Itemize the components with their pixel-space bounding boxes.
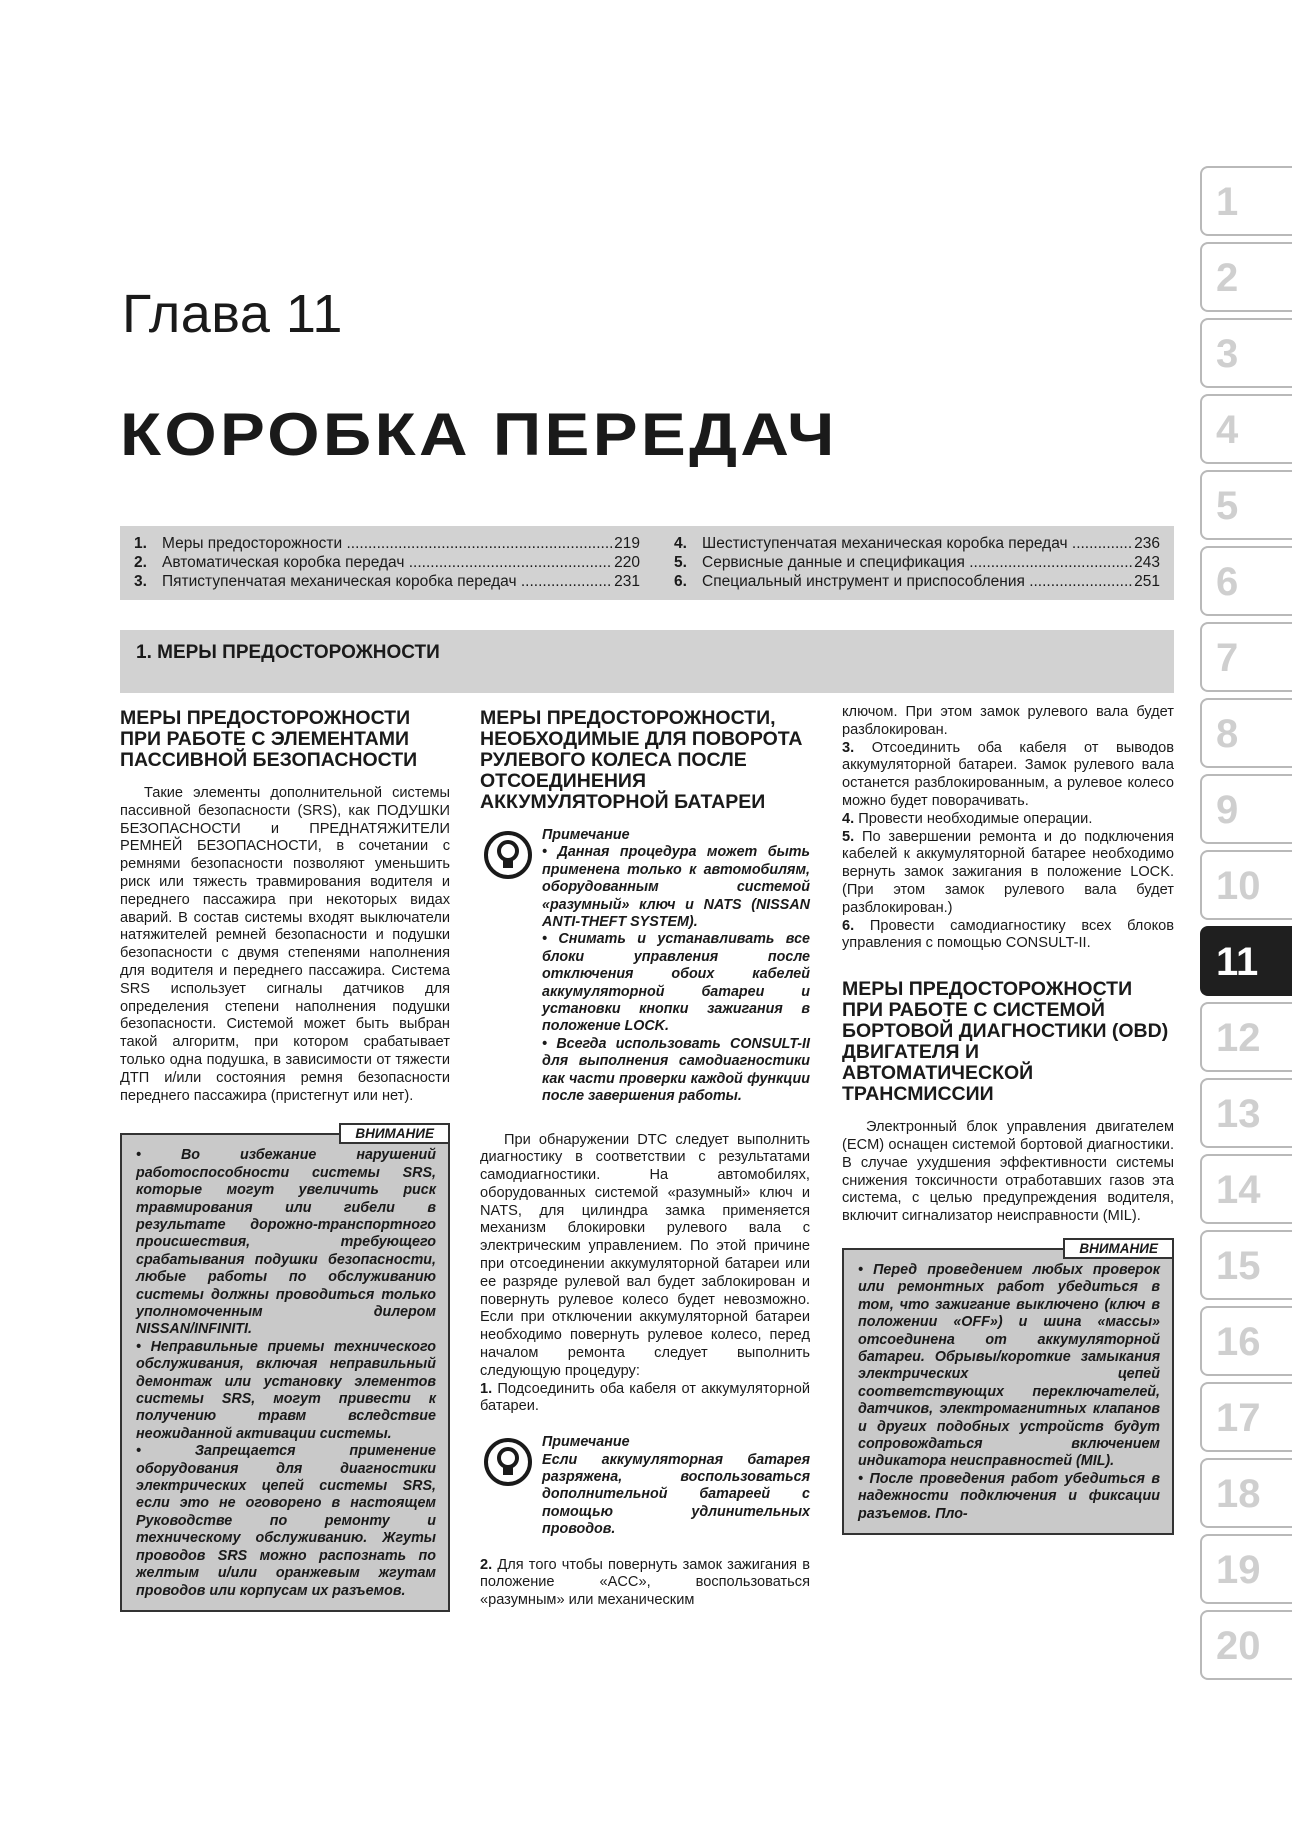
chapter-tab-label: 11 xyxy=(1216,940,1259,984)
chapter-tab-label: 13 xyxy=(1216,1092,1261,1136)
chapter-tab-16[interactable] xyxy=(1200,1306,1292,1376)
col3-step: 4. Провести необходимые операции. xyxy=(842,810,1093,827)
toc-entry[interactable]: 6. Специальный инструмент и приспособления ..... 251 xyxy=(660,572,1160,591)
column-1 xyxy=(120,708,450,1612)
chapter-tab-6[interactable] xyxy=(1200,546,1292,616)
col3-warning-box xyxy=(842,1240,1174,1535)
toc-entry[interactable]: 2. Автоматическая коробка передач ..... 220 xyxy=(120,553,640,572)
chapter-tab-label: 19 xyxy=(1216,1548,1261,1592)
note-item: Если аккумуляторная батарея разряжена, воспользоваться дополнительной батареей с помощью удлинительных проводов. xyxy=(542,1451,810,1538)
chapter-tab-label: 9 xyxy=(1216,788,1239,832)
warning-item: • Перед проведением любых проверок или ремонтных работ убедиться в том, что зажигание выключено (ключ в положении «OFF») и шина «массы» отсоединена от аккумуляторной батареи. Обрывы/короткие замыкания электрических цепей соответствующих переключателей, датчиков, электромагнитных клапанов и других подобных устройств будут сопровождаться включением индикатора неисправностей (MIL). xyxy=(858,1261,1160,1470)
note-item: • Всегда использовать CONSULT-II для выполнения самодиагностики как части проверки каждой функции после завершения работы. xyxy=(542,1035,810,1105)
chapter-tab-8[interactable] xyxy=(1200,698,1292,768)
chapter-tab-7[interactable] xyxy=(1200,622,1292,692)
col3-step: 6. Провести самодиагностику всех блоков управления с помощью CONSULT-II. xyxy=(842,917,1174,952)
warning-tag: ВНИМАНИЕ xyxy=(1063,1238,1174,1259)
toc-entry[interactable]: 4. Шестиступенчатая механическая коробка передач ..... 236 xyxy=(660,534,1160,553)
chapter-tab-9[interactable] xyxy=(1200,774,1292,844)
chapter-tab-17[interactable] xyxy=(1200,1382,1292,1452)
col2-note-2 xyxy=(480,1434,810,1538)
chapter-tab-18[interactable] xyxy=(1200,1458,1292,1528)
chapter-tab-14[interactable] xyxy=(1200,1154,1292,1224)
chapter-label: Глава 11 xyxy=(122,284,343,344)
chapter-tab-10[interactable] xyxy=(1200,850,1292,920)
chapter-tab-label: 18 xyxy=(1216,1472,1261,1516)
toc-entry[interactable]: 5. Сервисные данные и спецификация ..... 243 xyxy=(660,553,1160,572)
note-heading: Примечание xyxy=(542,827,630,843)
chapter-tab-2[interactable] xyxy=(1200,242,1292,312)
section-header-bar xyxy=(120,630,1174,693)
column-3 xyxy=(842,704,1174,1535)
col2-heading: МЕРЫ ПРЕДОСТОРОЖНОСТИ, НЕОБХОДИМЫЕ ДЛЯ ПОВОРОТА РУЛЕВОГО КОЛЕСА ПОСЛЕ ОТСОЕДИНЕНИЯ АККУМУЛЯТОРНОЙ БАТАРЕИ xyxy=(480,707,803,813)
chapter-tab-13[interactable] xyxy=(1200,1078,1292,1148)
chapter-title: КОРОБКА ПЕРЕДАЧ xyxy=(120,401,838,468)
chapter-tab-label: 6 xyxy=(1216,560,1239,604)
chapter-tab-15[interactable] xyxy=(1200,1230,1292,1300)
col3-body: Электронный блок управления двигателем (ECM) оснащен системой бортовой диагностики. В случае ухудшения эффективности системы снижения токсичности отработавших газов эта система, с целью предупреждения водителя, включит сигнализатор неисправности (MIL). xyxy=(842,1119,1174,1225)
col3-step: 5. По завершении ремонта и до подключения кабелей к аккумуляторной батарее необходимо вернуть замок зажигания в положение LOCK. (При этом замок рулевого вала будет разблокирован.) xyxy=(842,828,1175,916)
toc-entry[interactable]: 3. Пятиступенчатая механическая коробка передач ..... 231 xyxy=(120,572,640,591)
warning-item: • Запрещается применение оборудования для диагностики электрических цепей системы SRS, если это не оговорено в настоящем Руководстве по ремонту и техническому обслуживанию. Жгуты проводов SRS можно распознать по желтым и/или оранжевым жгутам проводов или корпусам их разъемов. xyxy=(136,1443,436,1599)
note-heading: Примечание xyxy=(542,1434,630,1451)
col2-step-1: 1. Подсоединить оба кабеля от аккумуляторной батареи. xyxy=(480,1380,810,1415)
chapter-tab-label: 12 xyxy=(1216,1016,1261,1060)
chapter-tab-label: 7 xyxy=(1216,636,1239,680)
warning-item: • После проведения работ убедиться в надежности подключения и фиксации разъемов. Пло- xyxy=(858,1470,1160,1522)
chapter-tab-4[interactable] xyxy=(1200,394,1292,464)
chapter-tab-label: 14 xyxy=(1216,1168,1261,1212)
chapter-tab-label: 2 xyxy=(1216,256,1239,300)
col1-heading: МЕРЫ ПРЕДОСТОРОЖНОСТИ ПРИ РАБОТЕ С ЭЛЕМЕНТАМИ ПАССИВНОЙ БЕЗОПАСНОСТИ xyxy=(120,707,418,771)
lightbulb-icon xyxy=(484,1438,532,1486)
toc-entry[interactable]: 1. Меры предосторожности ..... 219 xyxy=(120,534,640,553)
chapter-tab-label: 20 xyxy=(1216,1624,1261,1668)
col2-note-1 xyxy=(480,827,810,1106)
col2-step-2: 2. Для того чтобы повернуть замок зажигания в положение «ACC», воспользоваться «разумным» или механическим xyxy=(480,1556,810,1609)
lightbulb-icon xyxy=(484,831,532,879)
chapter-tab-label: 3 xyxy=(1216,332,1239,376)
chapter-tab-1[interactable] xyxy=(1200,166,1292,236)
table-of-contents xyxy=(120,526,1174,600)
warning-item: • Неправильные приемы технического обслуживания, включая неправильный демонтаж или установку элементов системы SRS, могут привести к получению травм вследствие неожиданной активации системы. xyxy=(136,1338,436,1442)
chapter-tab-3[interactable] xyxy=(1200,318,1292,388)
warning-tag: ВНИМАНИЕ xyxy=(339,1123,450,1144)
warning-item: • Во избежание нарушений работоспособности системы SRS, которые могут увеличить риск травмирования или гибели в результате дорожно-транспортного происшествия, требующего срабатывания подушки безопасности, любые работы по обслуживанию системы должны проводиться только уполномоченным дилером NISSAN/INFINITI. xyxy=(136,1147,436,1338)
chapter-tab-11[interactable] xyxy=(1200,926,1292,996)
chapter-tab-label: 1 xyxy=(1216,180,1239,224)
chapter-tab-label: 8 xyxy=(1216,712,1239,756)
col1-body: Такие элементы дополнительной системы пассивной безопасности (SRS), как ПОДУШКИ БЕЗОПАСНОСТИ и ПРЕДНАТЯЖИТЕЛИ РЕМНЕЙ БЕЗОПАСНОСТИ, в сочетании с ремнями безопасности позволяют уменьшить риск или тяжесть травмирования водителя и переднего пассажира при некоторых видах аварий. В состав системы входят выключатели натяжителей ремней безопасности и подушки безопасности с двумя степенями наполнения для водителя и переднего пассажира. Система SRS использует сигналы датчиков для определения степени наполнения подушки безопасности. Системой может быть выбран такой алгоритм, при котором срабатывает только одна подушка, в зависимости от тяжести ДТП и/или состояния ремня безопасности переднего пассажира (пристегнут или нет). xyxy=(120,785,450,1104)
chapter-tabs xyxy=(1200,166,1294,1686)
chapter-tab-20[interactable] xyxy=(1200,1610,1292,1680)
column-2 xyxy=(480,708,810,1610)
chapter-tab-label: 4 xyxy=(1216,408,1239,452)
col1-warning-box xyxy=(120,1126,450,1612)
chapter-tab-19[interactable] xyxy=(1200,1534,1292,1604)
col2-body: При обнаружении DTC следует выполнить диагностику в соответствии с результатами самодиагностики. На автомобилях, оборудованных системой «разумный» ключ и NATS, для цилиндра замка применяется механизм блокировки рулевого вала с электрическим управлением. По этой причине при отсоединении аккумуляторной батареи или ее разряде рулевой вал будет заблокирован и повернуть рулевое колесо будет невозможно. Если при отключении аккумуляторной батареи необходимо повернуть рулевое колесо, перед началом ремонта следует выполнить следующую процедуру: xyxy=(480,1131,810,1379)
chapter-tab-label: 16 xyxy=(1216,1320,1261,1364)
col3-heading: МЕРЫ ПРЕДОСТОРОЖНОСТИ ПРИ РАБОТЕ С СИСТЕМОЙ БОРТОВОЙ ДИАГНОСТИКИ (OBD) ДВИГАТЕЛЯ И АВТОМАТИЧЕСКОЙ ТРАНСМИССИИ xyxy=(842,978,1169,1106)
note-item: • Данная процедура может быть применена только к автомобилям, оборудованным системой «разумный» ключ и NATS (NISSAN ANTI-THEFT SYSTEM). xyxy=(542,844,810,931)
chapter-tab-5[interactable] xyxy=(1200,470,1292,540)
col3-step: 3. Отсоединить оба кабеля от выводов аккумуляторной батареи. Замок рулевого вала останется разблокированным, а рулевое колесо можно будет поворачивать. xyxy=(842,739,1174,809)
chapter-tab-label: 10 xyxy=(1216,864,1261,908)
toc-column-right xyxy=(660,534,1160,591)
chapter-tab-label: 15 xyxy=(1216,1244,1261,1288)
chapter-tab-label: 17 xyxy=(1216,1396,1261,1440)
col3-continuation: ключом. При этом замок рулевого вала будет разблокирован. xyxy=(842,704,1174,738)
chapter-tab-12[interactable] xyxy=(1200,1002,1292,1072)
chapter-tab-label: 5 xyxy=(1216,484,1239,528)
note-item: • Снимать и устанавливать все блоки управления после отключения обоих кабелей аккумуляторной батареи и установки кнопки зажигания в положение LOCK. xyxy=(542,931,810,1035)
section-title: 1. МЕРЫ ПРЕДОСТОРОЖНОСТИ xyxy=(136,642,440,663)
toc-column-left xyxy=(120,534,640,591)
